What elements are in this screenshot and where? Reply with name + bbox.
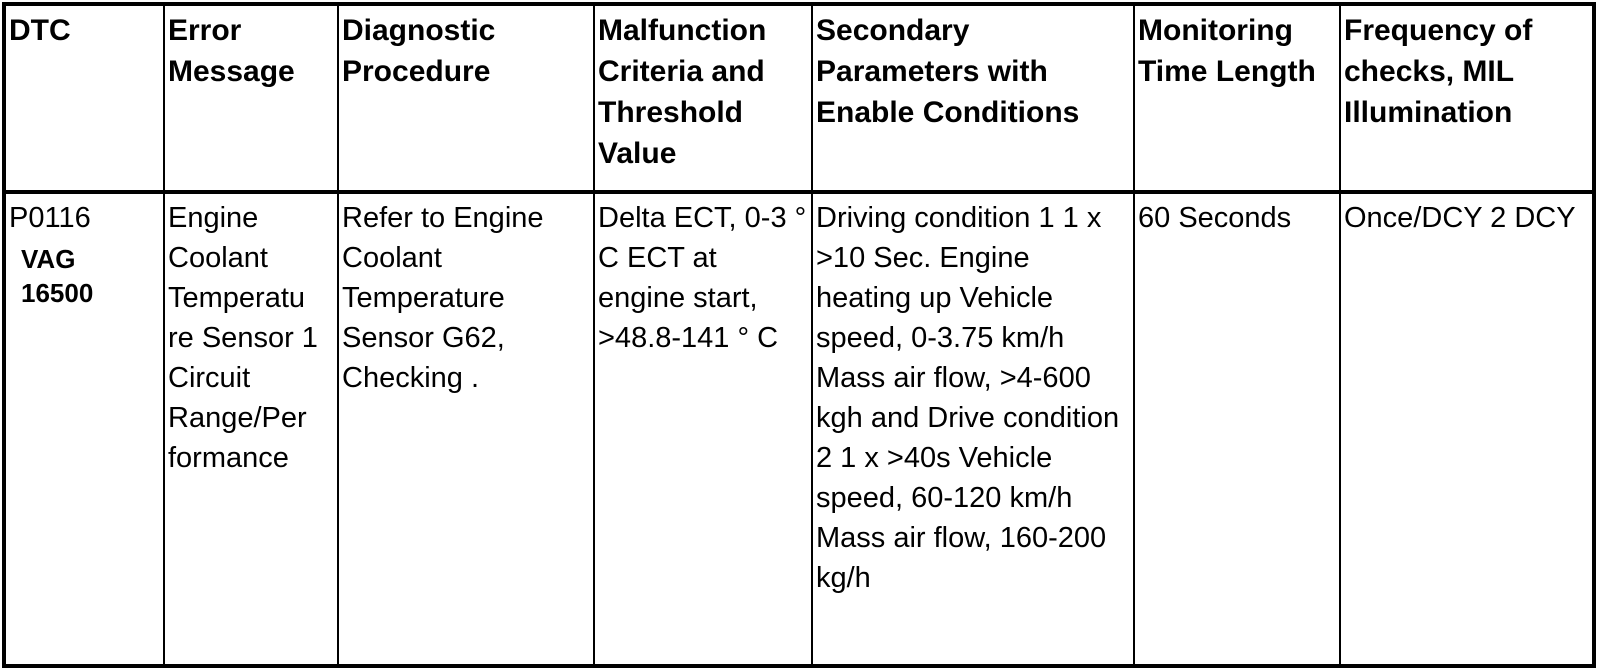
table-row	[6, 192, 1592, 664]
malfunction-criteria-text: Delta ECT, 0-3 ° C ECT at engine start, >48.8-141 ° C	[598, 202, 807, 354]
header-frequency: Frequency of checks, MIL Illumination	[1340, 6, 1592, 192]
table-header-row	[6, 6, 1592, 192]
cell-dtc	[6, 192, 164, 664]
header-diagnostic-procedure: Diagnostic Procedure	[338, 6, 594, 192]
vag-code: 16500	[21, 278, 94, 308]
cell-secondary-parameters	[812, 192, 1134, 664]
cell-monitoring-time	[1134, 192, 1340, 664]
error-message-text: Engine Coolant Temperatu re Sensor 1 Circuit Range/Per formance	[168, 202, 318, 474]
cell-error-message	[164, 192, 338, 664]
header-monitoring-time: Monitoring Time Length	[1134, 6, 1340, 192]
header-secondary-parameters: Secondary Parameters with Enable Conditions	[812, 6, 1134, 192]
dtc-code: P0116	[9, 202, 91, 234]
monitoring-time-text: 60 Seconds	[1138, 202, 1292, 234]
secondary-parameters-text: Driving condition 1 1 x >10 Sec. Engine heating up Vehicle speed, 0-3.75 km/h Mass air flow, >4-600 kgh and Drive condition 2 1 x >40s Vehicle speed, 60-120 km/h Mass air flow, 160-200 kg/h	[816, 202, 1120, 594]
header-malfunction-criteria: Malfunction Criteria and Threshold Value	[594, 6, 812, 192]
diagnostic-procedure-text: Refer to Engine Coolant Temperature Sensor G62, Checking .	[342, 202, 544, 394]
header-dtc: DTC	[6, 6, 164, 192]
header-error-message: Error Message	[164, 6, 338, 192]
cell-diagnostic-procedure	[338, 192, 594, 664]
cell-frequency	[1340, 192, 1592, 664]
frequency-text: Once/DCY 2 DCY	[1344, 202, 1576, 234]
cell-malfunction-criteria	[594, 192, 812, 664]
vag-label: VAG	[21, 244, 76, 274]
dtc-table	[6, 6, 1592, 664]
